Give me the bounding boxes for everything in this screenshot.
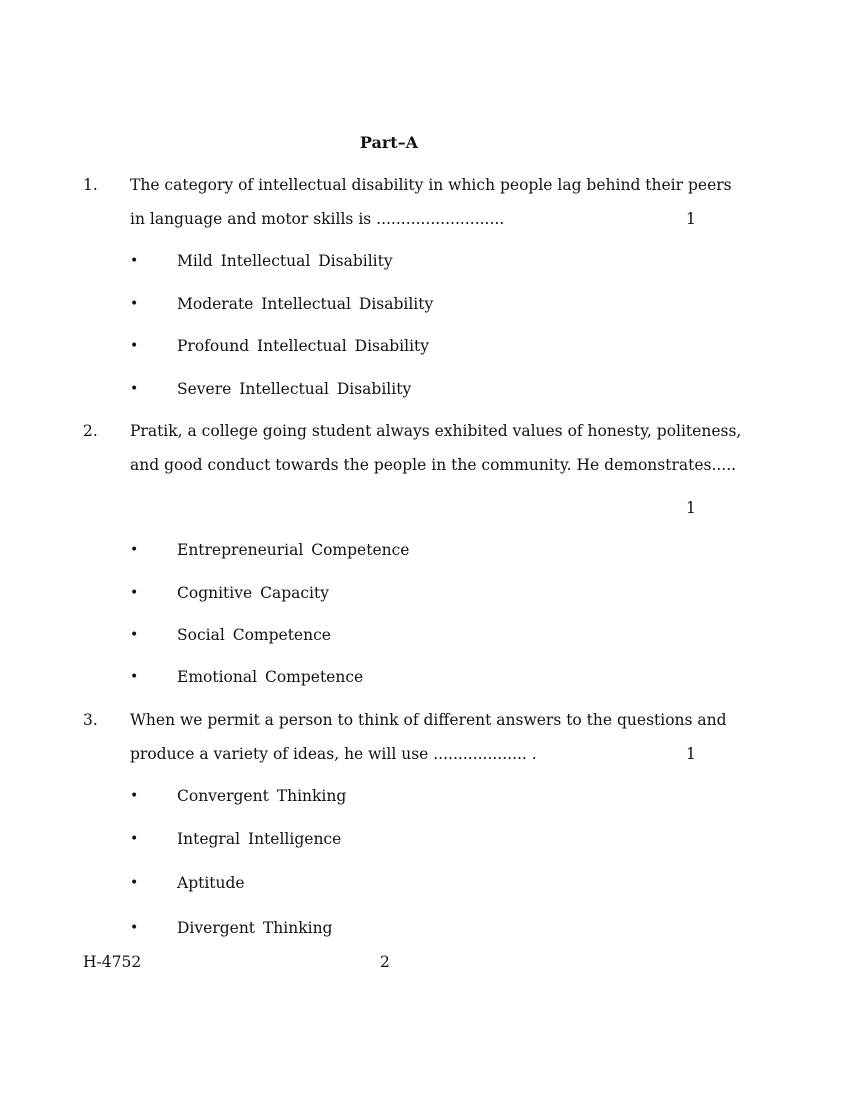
bullet-icon: •: [130, 788, 139, 804]
question-1-number: 1.: [83, 176, 98, 194]
question-1-option-3: Profound Intellectual Disability: [177, 337, 430, 355]
question-2-marks: 1: [686, 499, 696, 517]
bullet-icon: •: [130, 253, 139, 269]
question-3-line-1: When we permit a person to think of different answers to the questions and: [130, 711, 727, 729]
question-3-line-2: produce a variety of ideas, he will use ................... .: [130, 745, 537, 763]
bullet-icon: •: [130, 831, 139, 847]
question-1-line-2: in language and motor skills is ..........................: [130, 210, 505, 228]
bullet-icon: •: [130, 669, 139, 685]
question-1-option-4: Severe Intellectual Disability: [177, 380, 412, 398]
question-2-line-2: and good conduct towards the people in the community. He demonstrates.....: [130, 456, 737, 474]
question-2-option-2: Cognitive Capacity: [177, 584, 329, 602]
footer-paper-code: H-4752: [83, 953, 142, 971]
bullet-icon: •: [130, 381, 139, 397]
bullet-icon: •: [130, 627, 139, 643]
bullet-icon: •: [130, 542, 139, 558]
question-1-line-1: The category of intellectual disability in which people lag behind their peers: [130, 176, 732, 194]
question-2-option-4: Emotional Competence: [177, 668, 364, 686]
question-1-option-2: Moderate Intellectual Disability: [177, 295, 434, 313]
section-title: Part–A: [359, 133, 419, 152]
question-2-option-3: Social Competence: [177, 626, 331, 644]
bullet-icon: •: [130, 585, 139, 601]
question-3-option-4: Divergent Thinking: [177, 919, 333, 937]
footer-page-number: 2: [380, 953, 390, 971]
question-1-marks: 1: [686, 210, 696, 228]
bullet-icon: •: [130, 338, 139, 354]
question-2-option-1: Entrepreneurial Competence: [177, 541, 410, 559]
question-3-number: 3.: [83, 711, 98, 729]
bullet-icon: •: [130, 920, 139, 936]
bullet-icon: •: [130, 875, 139, 891]
question-3-marks: 1: [686, 745, 696, 763]
question-2-line-1: Pratik, a college going student always exhibited values of honesty, politeness,: [130, 422, 742, 440]
question-2-number: 2.: [83, 422, 98, 440]
question-3-option-2: Integral Intelligence: [177, 830, 342, 848]
question-1-option-1: Mild Intellectual Disability: [177, 252, 393, 270]
question-3-option-3: Aptitude: [177, 874, 245, 892]
question-3-option-1: Convergent Thinking: [177, 787, 347, 805]
bullet-icon: •: [130, 296, 139, 312]
